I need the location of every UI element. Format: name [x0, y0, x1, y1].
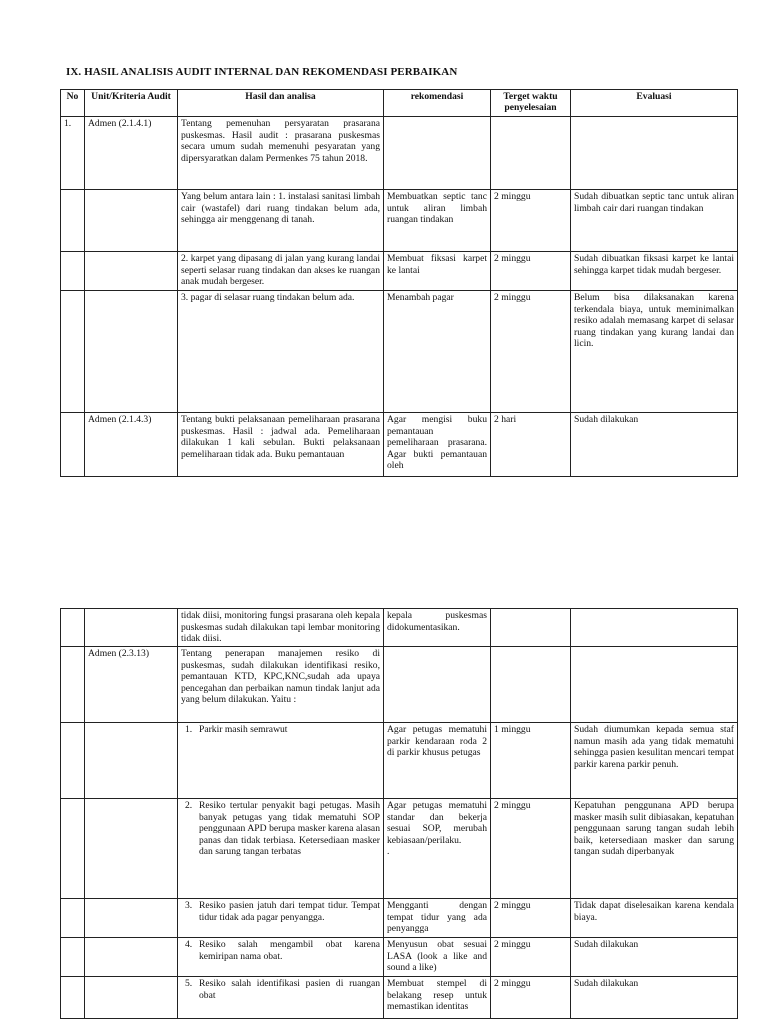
- cell-unit: [85, 938, 178, 977]
- header-rekomendasi: rekomendasi: [384, 90, 491, 117]
- risk-item-number: 3.: [185, 900, 193, 911]
- cell-unit: [85, 190, 178, 252]
- cell-unit: [85, 252, 178, 291]
- risk-item: [181, 978, 380, 1001]
- risk-item-number: 4.: [185, 939, 193, 950]
- cell-evaluasi: [571, 609, 738, 647]
- risk-item-text: Resiko salah identifikasi pasien di ruangan obat: [199, 978, 380, 1001]
- cell-no: [61, 413, 85, 477]
- risk-item: [181, 724, 380, 736]
- cell-evaluasi: Tidak dapat diselesaikan karena kendala biaya.: [571, 899, 738, 938]
- cell-unit: [85, 799, 178, 899]
- cell-rekomendasi: Menyusun obat sesuai LASA (look a like and sound a like): [384, 938, 491, 977]
- risk-item-number: 5.: [185, 978, 193, 989]
- cell-evaluasi: Sudah dibuatkan septic tanc untuk aliran limbah cair dari ruangan tindakan: [571, 190, 738, 252]
- risk-item-text: Resiko salah mengambil obat karena kemiripan nama obat.: [199, 939, 380, 962]
- cell-hasil: [178, 413, 384, 477]
- risk-item-text: Resiko pasien jatuh dari tempat tidur. Tempat tidur tidak ada pagar penyangga.: [199, 900, 380, 923]
- header-hasil: Hasil dan analisa: [178, 90, 384, 117]
- risk-item-number: 2.: [185, 800, 193, 811]
- cell-hasil: Yang belum antara lain : 1. instalasi sanitasi limbah cair (wastafel) dari ruang tindakan belum ada, sehingga air menggenang di tanah.: [178, 190, 384, 252]
- cell-rekomendasi: Menambah pagar: [384, 291, 491, 413]
- cell-no: [61, 723, 85, 799]
- cell-hasil: tidak diisi, monitoring fungsi prasarana oleh kepala puskesmas sudah dilakukan tapi lembar monitoring tidak diisi.: [178, 609, 384, 647]
- audit-table-page-1: [60, 89, 738, 477]
- cell-hasil: [178, 938, 384, 977]
- cell-rekomendasi-text: Agar petugas mematuhi standar dan bekerja sesuai SOP, merubah kebiasaan/perilaku.: [387, 800, 487, 846]
- table-row: [61, 799, 738, 899]
- cell-target: 2 minggu: [491, 899, 571, 938]
- cell-no: [61, 899, 85, 938]
- header-no: No: [61, 90, 85, 117]
- table-row: [61, 977, 738, 1019]
- cell-target: 2 minggu: [491, 977, 571, 1019]
- table-row: [61, 117, 738, 190]
- cell-evaluasi: Sudah dilakukan: [571, 977, 738, 1019]
- cell-no: 1.: [61, 117, 85, 190]
- cell-rekomendasi: Membuatkan septic tanc untuk aliran limbah ruangan tindakan: [384, 190, 491, 252]
- table-row: [61, 647, 738, 723]
- cell-target: [491, 609, 571, 647]
- risk-item-text: Parkir masih semrawut: [199, 724, 288, 735]
- risk-item-text: Resiko tertular penyakit bagi petugas. Masih banyak petugas yang tidak mematuhi SOP penggunaan APD berupa masker karena alasan panas dan tidak terbiasa. Ketersediaan masker dan sarung tangan terbatas: [199, 800, 380, 858]
- table-row: [61, 899, 738, 938]
- cell-hasil: [178, 977, 384, 1019]
- cell-hasil: 2. karpet yang dipasang di jalan yang kurang landai seperti selasar ruang tindakan dan akses ke ruangan anak mudah bergeser.: [178, 252, 384, 291]
- cell-rekomendasi: kepala puskesmas didokumentasikan.: [384, 609, 491, 647]
- cell-evaluasi: Belum bisa dilaksanakan karena terkendala biaya, untuk meminimalkan resiko adalah memasang karpet di selasar ruang tindakan yang kurang landai dan licin.: [571, 291, 738, 413]
- cell-no: [61, 977, 85, 1019]
- table-row: [61, 938, 738, 977]
- cell-unit: [85, 977, 178, 1019]
- cell-unit: [85, 723, 178, 799]
- table-row: [61, 190, 738, 252]
- cell-hasil: [178, 899, 384, 938]
- cell-hasil-text: Tentang bukti pelaksanaan pemeliharaan prasarana puskesmas. Hasil : jadwal ada. Pemeliharaan dilakukan 1 kali sebulan. Bukti pelaksanaan pemeliharaan tidak ada. Buku pemantauan: [181, 414, 380, 460]
- table-row: [61, 723, 738, 799]
- risk-item-number: 1.: [185, 724, 193, 735]
- cell-rekomendasi: [384, 799, 491, 899]
- cell-rekomendasi: [384, 117, 491, 190]
- cell-rekomendasi: Mengganti dengan tempat tidur yang ada penyangga: [384, 899, 491, 938]
- header-target: Terget waktu penyelesaian: [491, 90, 571, 117]
- cell-rekomendasi-text: Membuat stempel di belakang resep untuk memastikan identitas: [387, 978, 487, 1013]
- risk-item: [181, 939, 380, 962]
- cell-evaluasi: Sudah dilakukan: [571, 938, 738, 977]
- header-unit: Unit/Kriteria Audit: [85, 90, 178, 117]
- cell-unit: Admen (2.1.4.3): [85, 413, 178, 477]
- risk-item: [181, 800, 380, 858]
- cell-no: [61, 609, 85, 647]
- cell-target: 1 minggu: [491, 723, 571, 799]
- cell-hasil: [178, 723, 384, 799]
- table-header-row: [61, 90, 738, 117]
- cell-rekomendasi: [384, 977, 491, 1019]
- table-row: [61, 413, 738, 477]
- cell-target: 2 minggu: [491, 938, 571, 977]
- cell-evaluasi: Sudah diumumkan kepada semua staf namun masih ada yang tidak mematuhi sehingga pasien kesulitan mencari tempat parkir karena parkir penuh.: [571, 723, 738, 799]
- cell-evaluasi: [571, 117, 738, 190]
- cell-no: [61, 252, 85, 291]
- cell-unit: [85, 291, 178, 413]
- header-evaluasi: Evaluasi: [571, 90, 738, 117]
- cell-no: [61, 647, 85, 723]
- cell-rekomendasi: [384, 413, 491, 477]
- cell-unit: [85, 609, 178, 647]
- cell-hasil: Tentang pemenuhan persyaratan prasarana puskesmas. Hasil audit : prasarana puskesmas secara umum sudah memenuhi pesyaratan yang dipersyaratkan dalam Permenkes 75 tahun 2018.: [178, 117, 384, 190]
- cell-evaluasi: Kepatuhan penggunana APD berupa masker masih sulit dibiasakan, kepatuhan penggunaan sarung tangan sudah lebih baik, ketersediaan masker dan sarung tangan sudah diperbanyak: [571, 799, 738, 899]
- cell-unit: [85, 899, 178, 938]
- cell-evaluasi: Sudah dilakukan: [571, 413, 738, 477]
- cell-hasil: Tentang penerapan manajemen resiko di puskesmas, sudah dilakukan identifikasi resiko, pemantauan KTD, KPC,KNC,sudah ada upaya pencegahan dan perbaikan namun tindak lanjut ada yang belum dilakukan. Yaitu :: [178, 647, 384, 723]
- cell-rekomendasi-text: Agar mengisi buku pemantauan pemeliharaan prasarana. Agar bukti pemantauan oleh: [387, 414, 487, 472]
- cell-rekomendasi: [384, 647, 491, 723]
- cell-rekomendasi-extra: .: [387, 846, 390, 858]
- cell-target: [491, 117, 571, 190]
- cell-hasil: 3. pagar di selasar ruang tindakan belum ada.: [178, 291, 384, 413]
- cell-target: 2 minggu: [491, 190, 571, 252]
- cell-hasil: [178, 799, 384, 899]
- table-row: [61, 609, 738, 647]
- cell-evaluasi: Sudah dibuatkan fiksasi karpet ke lantai sehingga karpet tidak mudah bergeser.: [571, 252, 738, 291]
- table-row: [61, 291, 738, 413]
- audit-table-page-2: [60, 608, 738, 1019]
- cell-no: [61, 190, 85, 252]
- cell-evaluasi: [571, 647, 738, 723]
- cell-no: [61, 291, 85, 413]
- cell-rekomendasi: Membuat fiksasi karpet ke lantai: [384, 252, 491, 291]
- cell-rekomendasi: Agar petugas mematuhi parkir kendaraan roda 2 di parkir khusus petugas: [384, 723, 491, 799]
- cell-target: 2 hari: [491, 413, 571, 477]
- cell-unit: Admen (2.1.4.1): [85, 117, 178, 190]
- cell-target: 2 minggu: [491, 291, 571, 413]
- section-title: IX. HASIL ANALISIS AUDIT INTERNAL DAN REKOMENDASI PERBAIKAN: [66, 66, 458, 78]
- cell-no: [61, 938, 85, 977]
- cell-target: 2 minggu: [491, 799, 571, 899]
- risk-item: [181, 900, 380, 923]
- cell-target: [491, 647, 571, 723]
- cell-target: 2 minggu: [491, 252, 571, 291]
- table-row: [61, 252, 738, 291]
- cell-no: [61, 799, 85, 899]
- cell-unit: Admen (2.3.13): [85, 647, 178, 723]
